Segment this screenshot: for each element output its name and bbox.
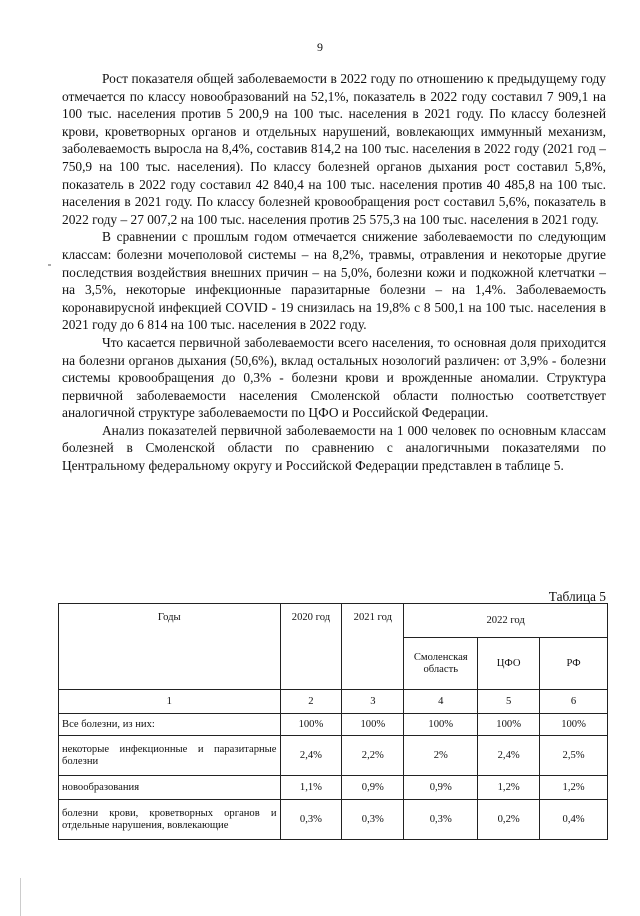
table-row	[59, 714, 608, 736]
table-caption: Таблица 5	[548, 589, 606, 604]
cell-2020: 2,4%	[280, 736, 342, 776]
col-number: 6	[540, 690, 608, 714]
row-label: болезни крови, кроветворных органов и отдельные нарушения, вовлекающие	[59, 800, 281, 840]
cell-2020: 0,3%	[280, 800, 342, 840]
table-row	[59, 776, 608, 800]
paragraph-1: Рост показателя общей заболеваемости в 2022 году по отношению к предыдущему году отмечается по классу новообразований на 52,1%, показатель в 2022 году составил 7 909,1 на 100 тыс. населения против 5 200,9 на 100 тыс. населения в 2021 году. По классу болезней крови, кроветворных органов и отдельных нарушений, вовлекающих иммунный механизм, заболеваемость выросла на 8,4%, составив 814,2 на 100 тыс. населения в 2022 году (2021 год – 750,9 на 100 тыс. населения). По классу болезней органов дыхания рост составил 5,8%, показатель в 2022 году составил 42 840,4 на 100 тыс. населения против 40 485,8 на 100 тыс. населения в 2021 году. По классу болезней кровообращения рост составил 5,6%, показатель в 2022 году – 27 007,2 на 100 тыс. населения против 25 575,3 на 100 тыс. населения в 2021 году.	[62, 71, 606, 227]
cell-cfo: 0,2%	[478, 800, 540, 840]
row-label: некоторые инфекционные и паразитарные болезни	[59, 736, 281, 776]
cell-2020: 1,1%	[280, 776, 342, 800]
table-row	[59, 800, 608, 840]
cell-rf: 2,5%	[540, 736, 608, 776]
cell-2021: 0,9%	[342, 776, 404, 800]
cell-cfo: 2,4%	[478, 736, 540, 776]
cell-2020: 100%	[280, 714, 342, 736]
row-label: новообразования	[59, 776, 281, 800]
subheader-smolensk: Смоленская область	[404, 638, 478, 690]
scan-speck	[48, 264, 51, 266]
cell-2021: 2,2%	[342, 736, 404, 776]
header-years: Годы	[59, 604, 281, 690]
cell-rf: 1,2%	[540, 776, 608, 800]
header-2022: 2022 год	[404, 604, 608, 638]
cell-smolensk: 100%	[404, 714, 478, 736]
body-text	[62, 70, 606, 475]
cell-cfo: 1,2%	[478, 776, 540, 800]
table-numbering-row	[59, 690, 608, 714]
subheader-cfo: ЦФО	[478, 638, 540, 690]
cell-cfo: 100%	[478, 714, 540, 736]
cell-smolensk: 2%	[404, 736, 478, 776]
table-row	[59, 736, 608, 776]
morbidity-table	[58, 603, 608, 840]
row-label: Все болезни, из них:	[59, 714, 281, 736]
cell-rf: 0,4%	[540, 800, 608, 840]
col-number: 3	[342, 690, 404, 714]
page-number: 9	[317, 40, 323, 54]
header-2020: 2020 год	[280, 604, 342, 690]
cell-2021: 100%	[342, 714, 404, 736]
cell-rf: 100%	[540, 714, 608, 736]
subheader-rf: РФ	[540, 638, 608, 690]
cell-smolensk: 0,3%	[404, 800, 478, 840]
header-2021: 2021 год	[342, 604, 404, 690]
paragraph-4: Анализ показателей первичной заболеваемости на 1 000 человек по основным классам болезней в Смоленской области по сравнению с аналогичными показателями по Центральному федеральному округу и Российской Федерации представлен в таблице 5.	[62, 422, 606, 474]
col-number: 1	[59, 690, 281, 714]
paragraph-3: Что касается первичной заболеваемости всего населения, то основная доля приходится на болезни органов дыхания (50,6%), вклад остальных нозологий различен: от 3,9% - болезни системы кровообращения до 0,3% - болезни крови и врожденные аномалии. Структура первичной заболеваемости населения Смоленской области полностью соответствует аналогичной структуре заболеваемости по ЦФО и Российской Федерации.	[62, 334, 606, 421]
table-header-row	[59, 604, 608, 638]
paragraph-2: В сравнении с прошлым годом отмечается снижение заболеваемости по следующим классам: болезни мочеполовой системы – на 8,2%, травмы, отравления и некоторые другие последствия воздействия внешних причин – на 5,0%, болезни кожи и подкожной клетчатки – на 3,5%, некоторые инфекционные паразитарные болезни – на 1,4%. Заболеваемость коронавирусной инфекцией COVID - 19 снизилась на 19,8% с 8 500,1 на 100 тыс. населения в 2021 году до 6 814 на 100 тыс. населения в 2022 году.	[62, 229, 606, 333]
scan-edge-line	[20, 878, 21, 916]
col-number: 5	[478, 690, 540, 714]
col-number: 2	[280, 690, 342, 714]
cell-smolensk: 0,9%	[404, 776, 478, 800]
col-number: 4	[404, 690, 478, 714]
cell-2021: 0,3%	[342, 800, 404, 840]
